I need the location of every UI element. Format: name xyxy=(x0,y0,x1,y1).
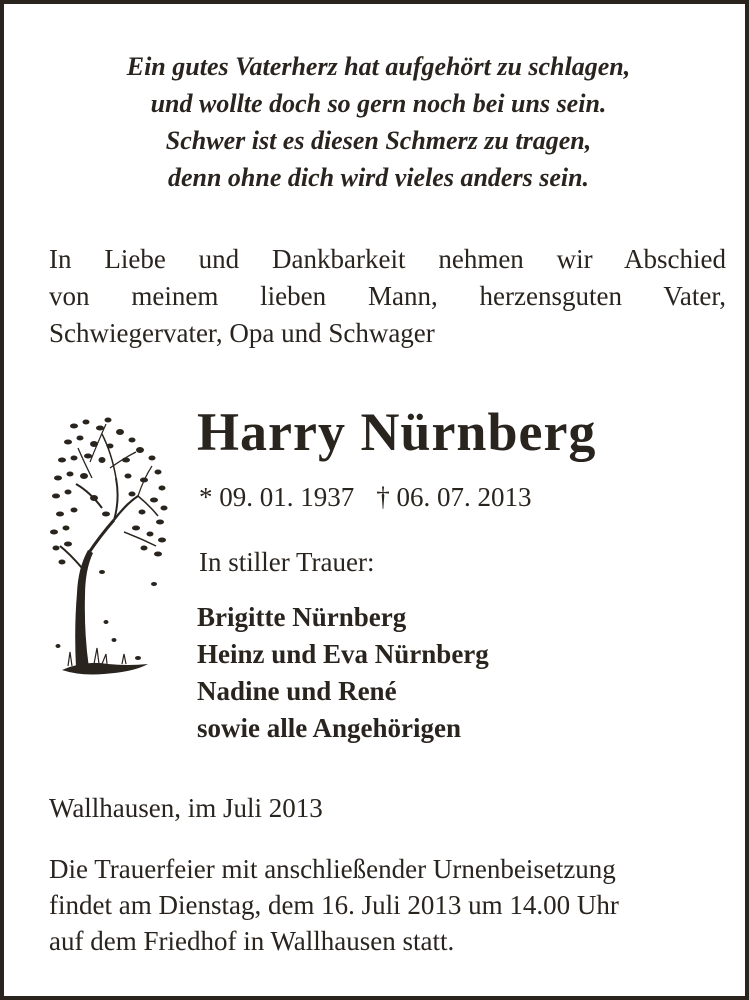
funeral-line: findet am Dienstag, dem 16. Juli 2013 um 14.00 Uhr xyxy=(49,890,619,920)
mourner: Nadine und René xyxy=(197,676,397,706)
verse-line: Ein gutes Vaterherz hat aufgehört zu schlagen, xyxy=(126,52,631,81)
mourner: Brigitte Nürnberg xyxy=(197,602,407,632)
funeral-line: auf dem Friedhof in Wallhausen statt. xyxy=(49,926,455,956)
intro-line: Schwiegervater, Opa und Schwager xyxy=(49,318,435,348)
funeral-line: Die Trauerfeier mit anschließender Urnenbeisetzung xyxy=(49,854,616,884)
intro-line: In Liebe und Dankbarkeit nehmen wir Abschied xyxy=(49,244,726,274)
deceased-name: Harry Nürnberg xyxy=(197,402,597,462)
life-dates xyxy=(199,480,532,514)
tree-icon xyxy=(44,408,172,688)
mourning-heading: In stiller Trauer: xyxy=(199,547,375,577)
birth-date: * 09. 01. 1937 xyxy=(199,482,355,512)
funeral-notice xyxy=(49,851,726,959)
verse-line: Schwer ist es diesen Schmerz zu tragen, xyxy=(165,126,592,155)
verse-line: und wollte doch so gern noch bei uns sein. xyxy=(150,89,607,118)
mourner: sowie alle Angehörigen xyxy=(197,713,461,743)
mourner: Heinz und Eva Nürnberg xyxy=(197,639,489,669)
death-date: † 06. 07. 2013 xyxy=(376,482,532,512)
verse-line: denn ohne dich wird vieles anders sein. xyxy=(167,163,590,192)
mourners-list xyxy=(197,599,489,747)
intro-line: von meinem lieben Mann, herzensguten Vater, xyxy=(49,281,726,311)
intro-text xyxy=(49,241,726,352)
place-date: Wallhausen, im Juli 2013 xyxy=(49,793,323,823)
poem-verse xyxy=(4,48,749,196)
